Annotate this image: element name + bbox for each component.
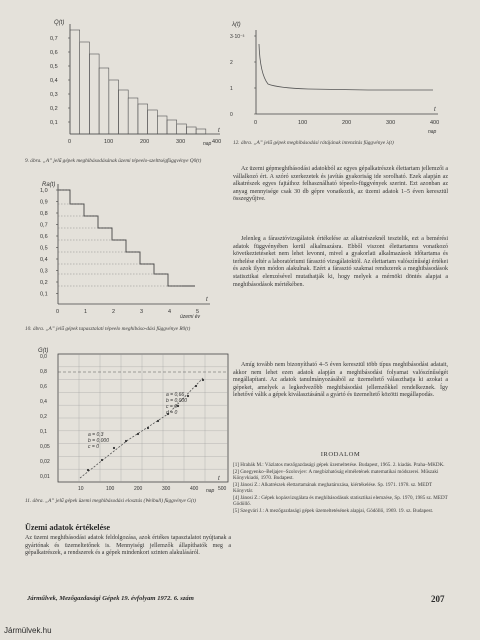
- fig10-y-tick: 0,9: [40, 199, 48, 206]
- fig12-y-label: λ(t): [232, 22, 241, 28]
- fig10-x-tick: 1: [84, 309, 88, 315]
- fig9-x-tick: 100: [104, 139, 114, 145]
- fig10-x-unit: üzemi év: [180, 314, 201, 320]
- figure-11-weibull-chart: [18, 344, 230, 496]
- fig11-x-tick: 200: [134, 486, 143, 492]
- fig12-curve: [259, 44, 433, 90]
- journal-footer: Járműlvek, Mezőgazdasági Gépek 19. évfolyam 1972. 6. szám: [27, 595, 194, 602]
- fig10-y-tick: 0,2: [40, 280, 48, 286]
- fig9-y-tick: 0,7: [50, 36, 58, 42]
- fig11-x-tick: 100: [106, 486, 115, 492]
- fig10-x-tick: 0: [56, 309, 60, 315]
- fig9-y-label: Q(t): [54, 20, 65, 26]
- references-heading: IRODALOM: [320, 451, 361, 458]
- fig9-bar: [177, 124, 187, 134]
- fig11-data-point: [202, 379, 204, 381]
- fig12-x-tick: 400: [430, 120, 440, 126]
- left-paragraph: Az üzemi meghibásodási adatok feldolgozása, azok értékes tapasztalatot nyújtanak a gyártónak és üzemeltetőnek is. Mennyiségi jellemzők állapíthatók meg a gépalkatrészek, a rendszerek és a gépek mindenkori szinten alakulásáról.: [25, 535, 231, 557]
- fig9-bar: [128, 98, 138, 134]
- fig10-y-tick: 0,4: [40, 257, 48, 263]
- fig11-x-unit: nap: [206, 488, 215, 494]
- fig9-x-label: t: [218, 128, 220, 134]
- fig11-y-tick: 0,6: [40, 384, 47, 390]
- section-heading: Üzemi adatok értékelése: [25, 523, 111, 532]
- fig11-x-tick: 300: [162, 486, 171, 492]
- references-list: [233, 462, 448, 515]
- fig11-fit-line: [80, 378, 203, 478]
- fig12-y-tick: 1: [230, 86, 233, 92]
- reference-item: [2] Gnegyenko–Beljajev–Szolovjev: A megbízhatóság elméletének matematikai módszerei. Műszaki Könyvkiadó, 1970. Budapest.: [233, 468, 439, 482]
- fig11-y-tick: 0,8: [40, 369, 47, 375]
- fig11-y-label: G(t): [38, 348, 49, 354]
- fig11-data-point: [125, 440, 127, 442]
- fig9-bar: [138, 104, 148, 134]
- fig9-bar: [99, 68, 109, 134]
- fig9-bar: [186, 127, 196, 134]
- fig9-y-tick: 0,1: [50, 120, 58, 126]
- fig11-y-tick: 0,1: [40, 429, 47, 435]
- fig9-bar: [148, 110, 158, 134]
- fig11-x-label: t: [218, 476, 220, 482]
- fig9-bar: [196, 129, 206, 134]
- fig11-y-tick: 0,01: [40, 474, 50, 480]
- fig11-x-tick: 10: [78, 486, 84, 492]
- reference-item: [5] Szegvári J.: A mezőgazdasági gépek üzemeltetésének alapjai, Gödöllő, 1969. 19. sz. Budapest.: [233, 508, 434, 515]
- fig12-caption: 12. ábra. „A” jelű gépek meghibásodási rátájának intenzitás függvénye λ(t): [233, 140, 394, 146]
- right-paragraph-1: Az üzemi gépmeghibásodási adatokból az egyes gépalkatrészek élettartam jellemzői a vállalkozó ért. A szóró szerkezetek és javítás gyakoriság ide sorolható. Ezek alapján az alkatrészek egyes fajtáihoz felhasználható tépeelo-függvények szerint. Ezt azonban az anyag mennyisége csak 30 db gépre vonatkozik, az üzemi adatok 1–5 éven keresztül összegyűjtve.: [233, 166, 448, 203]
- fig10-y-tick: 0,7: [40, 222, 48, 229]
- fig11-y-tick: 0,02: [40, 459, 50, 465]
- figure-12-line-chart: [228, 14, 448, 138]
- fig12-x-tick: 300: [386, 120, 396, 126]
- reference-item: [4] Jánosi Z.: Gépek kopásvizsgálata és meghibásodásuk statisztikai elemzése, Sp. 1970, 1985 sz. MEDT Gödöllő.: [233, 494, 448, 508]
- fig12-x-tick: 100: [298, 120, 308, 126]
- fig9-bar: [80, 42, 90, 134]
- fig11-parameters-upper: a = 0,66 b = 0,000 c = 0 d = 0: [166, 392, 187, 416]
- fig9-y-tick: 0,5: [50, 64, 58, 70]
- fig11-y-tick: 0,4: [40, 399, 47, 405]
- fig11-parameters-lower: a = 0,3 b = 0,000 c = 0: [88, 432, 109, 450]
- fig11-data-point: [195, 385, 197, 387]
- fig11-data-point: [101, 459, 103, 461]
- fig9-x-tick: 300: [176, 139, 186, 145]
- figure-9-bar-chart: [20, 14, 228, 154]
- fig9-bar: [167, 120, 177, 134]
- fig9-x-tick: 400: [212, 139, 222, 145]
- fig10-x-tick: 3: [140, 309, 144, 315]
- fig9-caption: 9. ábra. „A” jelű gépek meghibásodásának üzemi tépeelo-szelttségfüggvénye Q0(t): [25, 158, 202, 164]
- fig11-data-point: [187, 395, 189, 397]
- watermark: Jármülvek.hu: [4, 626, 52, 635]
- fig9-y-tick: 0,3: [50, 92, 58, 98]
- fig11-y-tick: 0,0: [40, 354, 47, 360]
- reference-item: [1] Hrabák M.: Vázlatos mezőgazdasági gépek üzemeltetése. Budapest, 1965. 2. kiadás. Praha–MKDK.: [233, 462, 445, 468]
- fig10-y-tick: 0,5: [40, 245, 48, 252]
- fig10-x-label: t: [206, 297, 208, 303]
- fig11-y-tick: 0,05: [40, 444, 50, 450]
- fig12-x-tick: 0: [254, 120, 258, 126]
- fig9-x-tick: 0: [68, 139, 72, 145]
- fig10-x-tick: 2: [112, 309, 116, 315]
- reference-item: [3] Jánosi Z.: Alkatrészek élettartamának meghatározása, kiértékelése. Sp. 1971. 1978. sz. MEDT Könyvtár.: [233, 481, 433, 495]
- right-paragraph-2: Jelenleg a fárasztóvizsgálatok értékelése az alkatrészeknél tesztelik, ezt a bemérési adatok függvényében kerül alkalmazásra. Ebből viszont élettartamra vonatkozó következtetéseket nem lehet levonni, mivel a gyakorlati alkalmazások időtartama és terhelése eltér a laboratóriumi fárasztó vizsgálatoktól. Az élettartam valószínűségi értékei és azok ilyen módon alakulnak. Ezért a fárasztó szakmai rendszerek a meghibásodások statisztikai elemzésével mutathatják ki, hogy melyek a mérnöki döntés alapjai a meghibásodások mértékében.: [233, 236, 448, 288]
- fig12-x-label: t: [434, 107, 436, 113]
- fig9-y-tick: 0,2: [50, 106, 58, 112]
- fig11-data-point: [137, 433, 139, 435]
- fig12-x-tick: 200: [342, 120, 352, 126]
- fig11-caption: 11. ábra. „A” jelű gépek üzemi meghibásodási elosztás (Weibull) függvénye G(t): [25, 498, 196, 504]
- fig10-step-line: [58, 190, 195, 286]
- fig10-x-tick: 4: [168, 309, 172, 315]
- fig9-y-tick: 0,4: [50, 78, 58, 84]
- fig10-y-tick: 0,1: [40, 291, 48, 298]
- fig10-caption: 10. ábra. „A” jelű gépek tapasztalati tépeelo meghibáso-dási függvénye R0(t): [25, 326, 191, 332]
- fig9-bar: [119, 90, 129, 134]
- fig12-y-tick: 2: [230, 60, 233, 66]
- fig9-x-unit: nap: [203, 141, 212, 147]
- fig11-data-point: [87, 469, 89, 471]
- fig12-y-tick: 0: [230, 112, 233, 118]
- fig12-x-unit: nap: [428, 129, 437, 135]
- fig10-y-tick: 0,6: [40, 234, 48, 240]
- fig10-y-tick: 0,8: [40, 211, 48, 217]
- fig12-y-tick: 3·10⁻³: [230, 34, 245, 40]
- fig11-x-tick: 400: [190, 486, 199, 492]
- fig9-x-tick: 200: [140, 139, 150, 145]
- fig11-x-tick: 500: [218, 486, 227, 492]
- fig9-bar: [89, 54, 99, 134]
- fig11-data-point: [113, 447, 115, 449]
- fig10-y-tick: 0,3: [40, 268, 48, 275]
- fig9-bar: [109, 80, 119, 134]
- fig10-y-tick: 1,0: [40, 188, 48, 194]
- fig9-bar: [157, 116, 167, 134]
- fig10-y-label: Ra(t): [42, 182, 56, 188]
- fig11-data-point: [147, 427, 149, 429]
- fig11-y-tick: 0,2: [40, 414, 47, 420]
- right-paragraph-3: Amíg tovább nem bizonyítható 4–5 éven keresztül több típus meghibásodási adatait, akkor nem lehet ezen adatok alapján a meghibásodási folyamat valószínűségét megállapítani. Az adatok tanulmányozásából az üzemeltető választhatja ki azokat a gépeket, amelyek a legkedvezőbb meghibásodási jellemzőkkel rendelkeznek. Így lehetővé válik a gépek kiválasztásánál a gyártó és üzemeltető közötti megállapodás.: [233, 362, 448, 399]
- fig10-x-tick: 5: [196, 309, 200, 315]
- fig11-data-point: [177, 405, 179, 407]
- fig9-y-tick: 0,6: [50, 50, 58, 56]
- fig11-data-point: [157, 420, 159, 422]
- page-number: 207: [431, 594, 445, 604]
- figure-10-step-chart: [20, 176, 230, 326]
- fig9-bar: [70, 30, 80, 134]
